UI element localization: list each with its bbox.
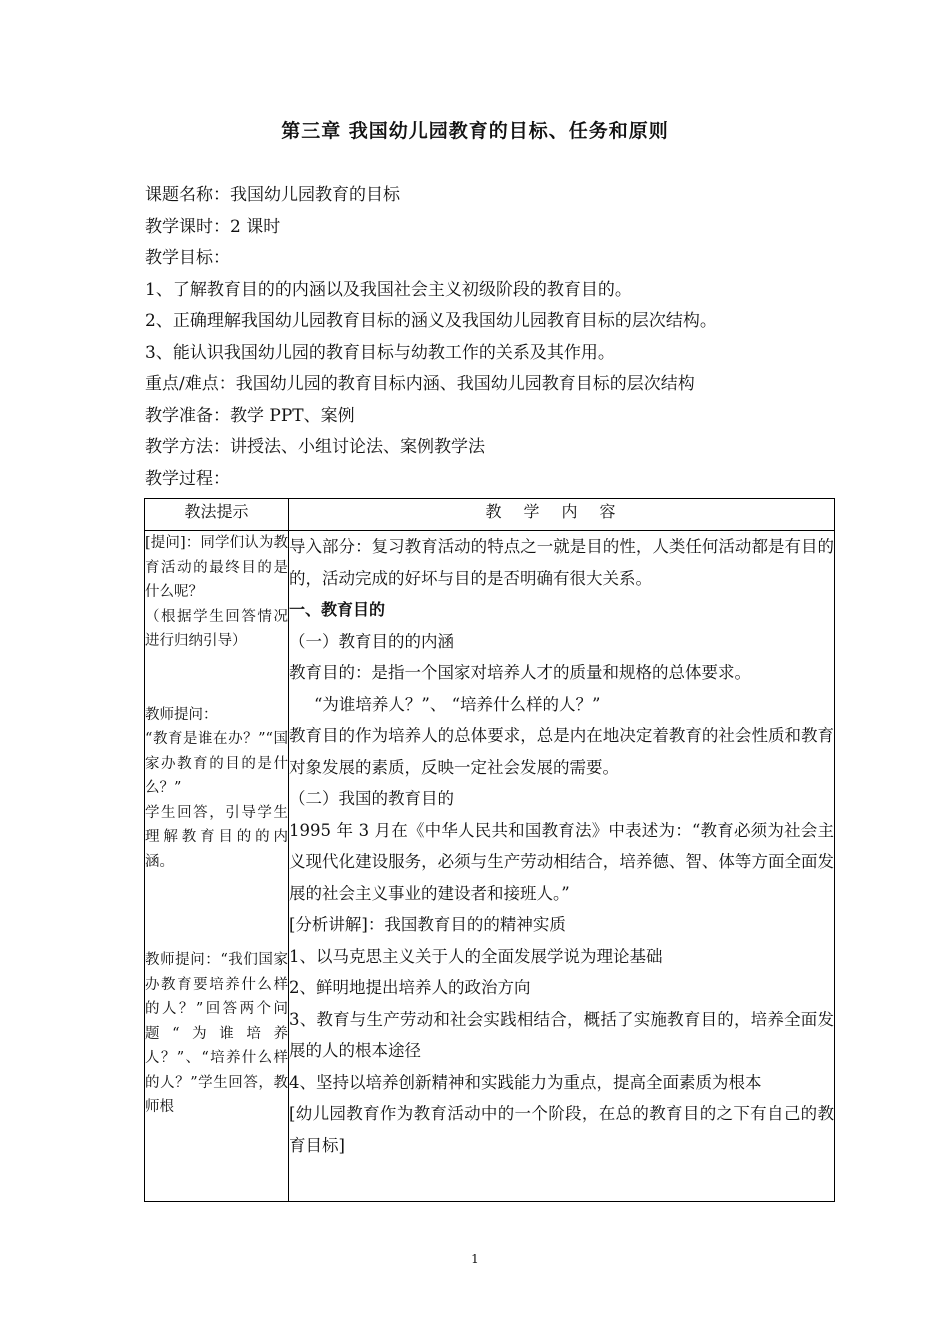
tip-student-answer: 学生回答，引导学生理解教育目的的内涵。 xyxy=(145,804,288,870)
meta-hours: 教学课时：2 课时 xyxy=(145,216,281,237)
content-point-4: 4、坚持以培养创新精神和实践能力为重点，提高全面素质为根本 xyxy=(289,1072,762,1092)
meta-topic: 课题名称：我国幼儿园教育的目标 xyxy=(145,185,400,205)
content-kindergarten-note: [幼儿园教育作为教育活动中的一个阶段，在总的教育目的之下有自己的教育目标] xyxy=(289,1104,834,1155)
content-law-quote: 1995 年 3 月在《中华人民共和国教育法》中表述为：“教育必须为社会主义现代化建设服务，必须与生产劳动相结合，培养德、智、体等方面全面发展的社会主义事业的建设者和接班人。” xyxy=(289,820,834,903)
lesson-table xyxy=(144,498,835,1202)
content-section-heading: 一、教育目的 xyxy=(289,600,386,619)
tip-teacher-question: “教育是谁在办？”“国家办教育的目的是什么？” xyxy=(145,731,288,796)
tip-guidance: （根据学生回答情况进行归纳引导） xyxy=(145,608,288,649)
chapter-title: 第三章 我国幼儿园教育的目标、任务和原则 xyxy=(281,120,669,142)
content-definition: 教育目的：是指一个国家对培养人才的质量和规格的总体要求。 xyxy=(289,663,751,682)
content-cell xyxy=(289,531,835,1202)
meta-goal-3: 3、能认识我国幼儿园的教育目标与幼教工作的关系及其作用。 xyxy=(145,342,615,363)
content-point-2: 2、鲜明地提出培养人的政治方向 xyxy=(289,978,531,997)
meta-key-points: 重点/难点：我国幼儿园的教育目标内涵、我国幼儿园教育目标的层次结构 xyxy=(145,374,695,394)
meta-methods: 教学方法：讲授法、小组讨论法、案例教学法 xyxy=(145,437,485,457)
content-point-3: 3、教育与生产劳动和社会实践相结合，概括了实施教育目的，培养全面发展的人的根本途径 xyxy=(289,1009,834,1060)
content-analysis-label: [分析讲解]：我国教育目的的精神实质 xyxy=(289,915,566,934)
content-questions: “为谁培养人？”、 “培养什么样的人？” xyxy=(314,694,601,714)
meta-goals-label: 教学目标： xyxy=(145,248,230,268)
meta-goal-2: 2、正确理解我国幼儿园教育目标的涵义及我国幼儿园教育目标的层次结构。 xyxy=(145,311,717,331)
header-teaching-tips: 教法提示 xyxy=(145,499,289,531)
lesson-meta xyxy=(145,180,845,495)
tip-question: [提问]：同学们认为教育活动的最终目的是什么呢？ xyxy=(145,535,288,600)
meta-goal-1: 1、了解教育目的的内涵以及我国社会主义初级阶段的教育目的。 xyxy=(145,279,632,300)
meta-preparation: 教学准备：教学 PPT、案例 xyxy=(145,405,355,426)
content-point-1: 1、以马克思主义关于人的全面发展学说为理论基础 xyxy=(289,946,663,966)
content-subheading-2: （二）我国的教育目的 xyxy=(289,789,454,808)
table-body-row xyxy=(145,531,835,1202)
header-teaching-content: 教学内容 xyxy=(289,499,835,531)
content-subheading-1: （一）教育目的的内涵 xyxy=(289,631,454,651)
tip-teacher-question-2: 教师提问：“我们国家办教育要培养什么样的人？”回答两个问题“为谁培养人？”、“培养什么样的人？”学生回答，教师根 xyxy=(145,952,288,1115)
content-intro: 导入部分：复习教育活动的特点之一就是目的性，人类任何活动都是有目的的，活动完成的好坏与目的是否明确有很大关系。 xyxy=(289,537,834,588)
tip-teacher-question-label: 教师提问： xyxy=(145,706,218,723)
meta-process-label: 教学过程： xyxy=(145,468,230,489)
page-number: 1 xyxy=(471,1252,479,1266)
table-header-row xyxy=(145,499,835,531)
content-explanation: 教育目的作为培养人的总体要求，总是内在地决定着教育的社会性质和教育对象发展的素质，反映一定社会发展的需要。 xyxy=(289,726,834,777)
tips-cell xyxy=(145,531,289,1202)
